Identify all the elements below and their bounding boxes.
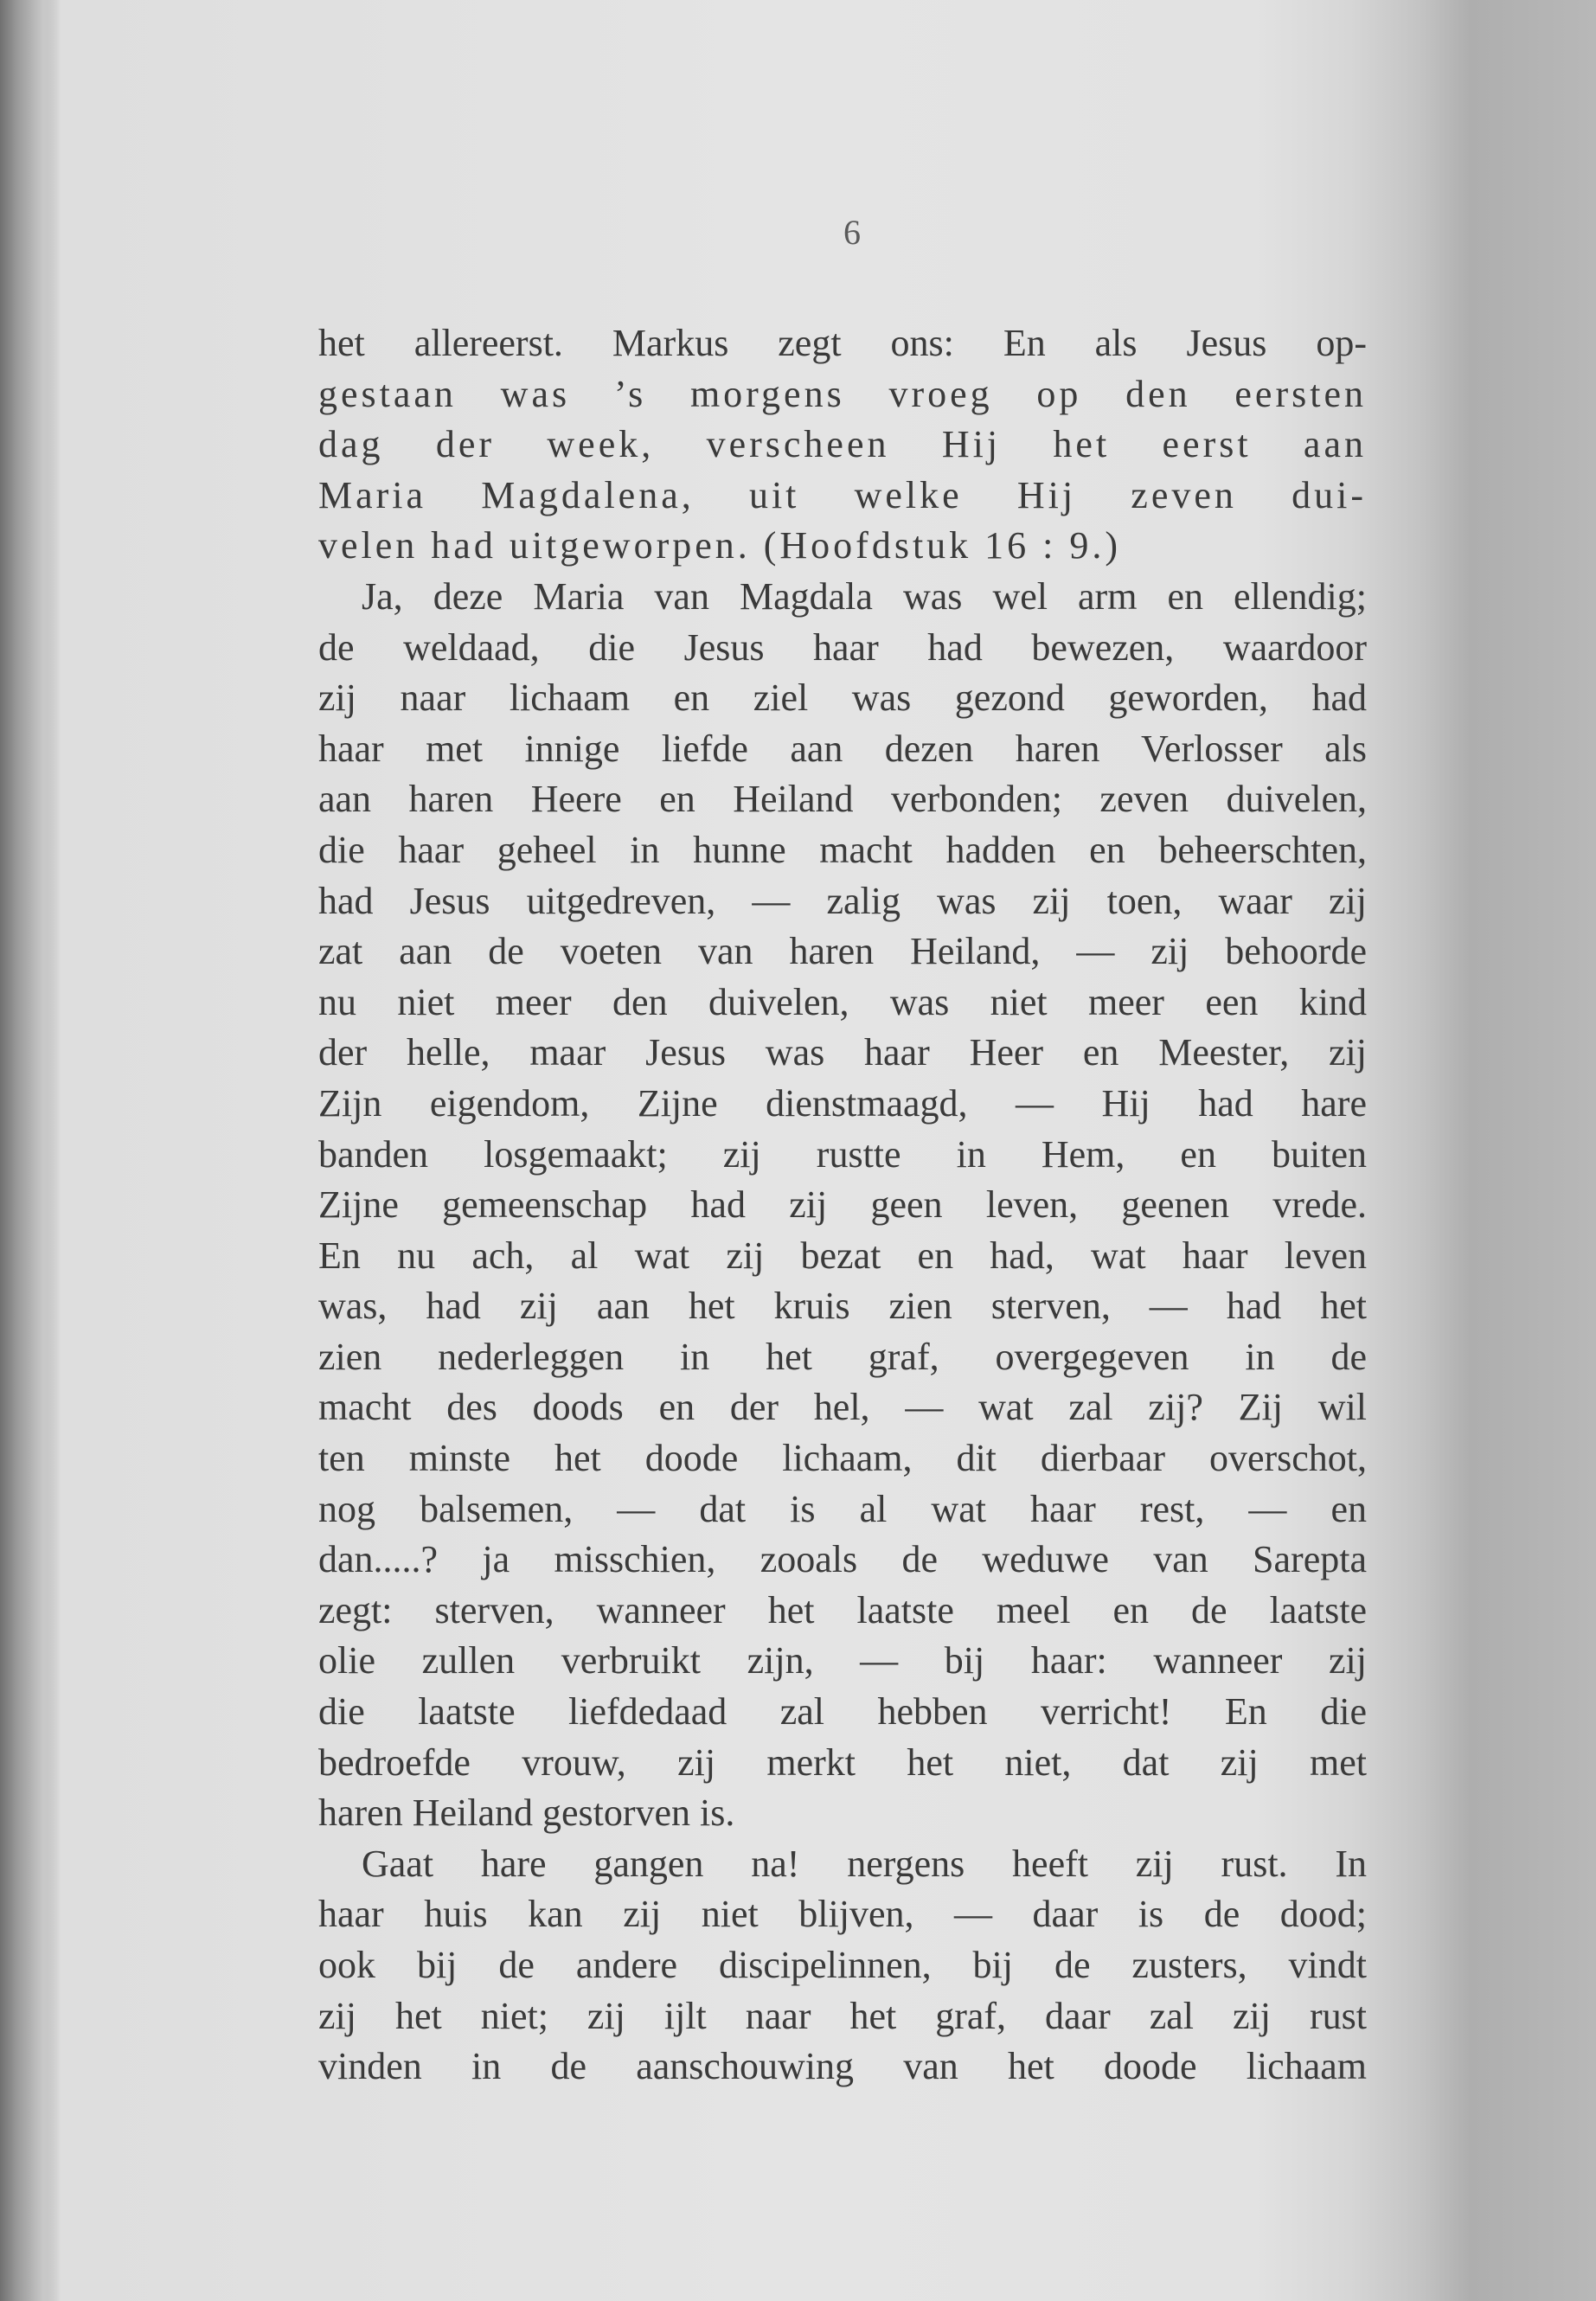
- text-line: bedroefde vrouw, zij merkt het niet, dat zij met: [318, 1740, 1367, 1784]
- text-line: Zijne gemeenschap had zij geen leven, geenen vrede.: [318, 1183, 1367, 1227]
- text-line: der helle, maar Jesus was haar Heer en Meester, zij: [318, 1031, 1367, 1074]
- text-line: Maria Magdalena, uit welke Hij zeven dui-: [318, 473, 1367, 516]
- text-line: banden losgemaakt; zij rustte in Hem, en buiten: [318, 1132, 1367, 1176]
- text-line: dan.....? ja misschien, zooals de weduwe van Sarepta: [318, 1538, 1367, 1581]
- text-line: olie zullen verbruikt zijn, — bij haar: wanneer zij: [318, 1639, 1367, 1682]
- text-line: was, had zij aan het kruis zien sterven, — had het: [318, 1285, 1367, 1328]
- text-line: nog balsemen, — dat is al wat haar rest, — en: [318, 1487, 1367, 1530]
- text-line: Ja, deze Maria van Magdala was wel arm en ellendig;: [362, 574, 1367, 618]
- text-line: zien nederleggen in het graf, overgegeven in de: [318, 1335, 1367, 1378]
- text-line: haar huis kan zij niet blijven, — daar is de dood;: [318, 1893, 1367, 1936]
- text-line: de weldaad, die Jesus haar had bewezen, waardoor: [318, 625, 1367, 669]
- body-text: [318, 318, 1367, 2093]
- text-line: het allereerst. Markus zegt ons: En als Jesus op-: [318, 322, 1367, 364]
- text-line: haren Heiland gestorven is.: [318, 1791, 735, 1835]
- text-line: aan haren Heere en Heiland verbonden; zeven duivelen,: [318, 778, 1367, 821]
- text-line: En nu ach, al wat zij bezat en had, wat haar leven: [318, 1234, 1367, 1277]
- text-line: gestaan was ’s morgens vroeg op den eersten: [318, 372, 1367, 415]
- text-line: nu niet meer den duivelen, was niet meer een kind: [318, 980, 1367, 1023]
- text-line: had Jesus uitgedreven, — zalig was zij toen, waar zij: [318, 879, 1367, 922]
- text-line: zat aan de voeten van haren Heiland, — zij behoorde: [318, 930, 1367, 973]
- page-binding-shadow: [0, 0, 61, 2301]
- text-line: zij naar lichaam en ziel was gezond geworden, had: [318, 676, 1367, 720]
- text-line: Gaat hare gangen na! nergens heeft zij rust. In: [362, 1842, 1367, 1885]
- page-number: 6: [843, 213, 861, 252]
- text-line: ten minste het doode lichaam, dit dierbaar overschot,: [318, 1437, 1367, 1480]
- text-line: velen had uitgeworpen. (Hoofdstuk 16 : 9.): [318, 524, 1122, 567]
- text-line: die haar geheel in hunne macht hadden en beheerschten,: [318, 828, 1367, 871]
- text-line: vinden in de aanschouwing van het doode lichaam: [318, 2045, 1367, 2088]
- text-line: Zijn eigendom, Zijne dienstmaagd, — Hij had hare: [318, 1081, 1367, 1125]
- text-line: haar met innige liefde aan dezen haren Verlosser als: [318, 727, 1367, 770]
- text-line: dag der week, verscheen Hij het eerst aan: [318, 423, 1367, 466]
- text-line: die laatste liefdedaad zal hebben verricht! En die: [318, 1690, 1367, 1734]
- text-line: macht des doods en der hel, — wat zal zij? Zij wil: [318, 1386, 1367, 1429]
- text-line: zij het niet; zij ijlt naar het graf, daar zal zij rust: [318, 1994, 1367, 2037]
- text-line: ook bij de andere discipelinnen, bij de zusters, vindt: [318, 1944, 1367, 1986]
- text-line: zegt: sterven, wanneer het laatste meel en de laatste: [318, 1588, 1367, 1631]
